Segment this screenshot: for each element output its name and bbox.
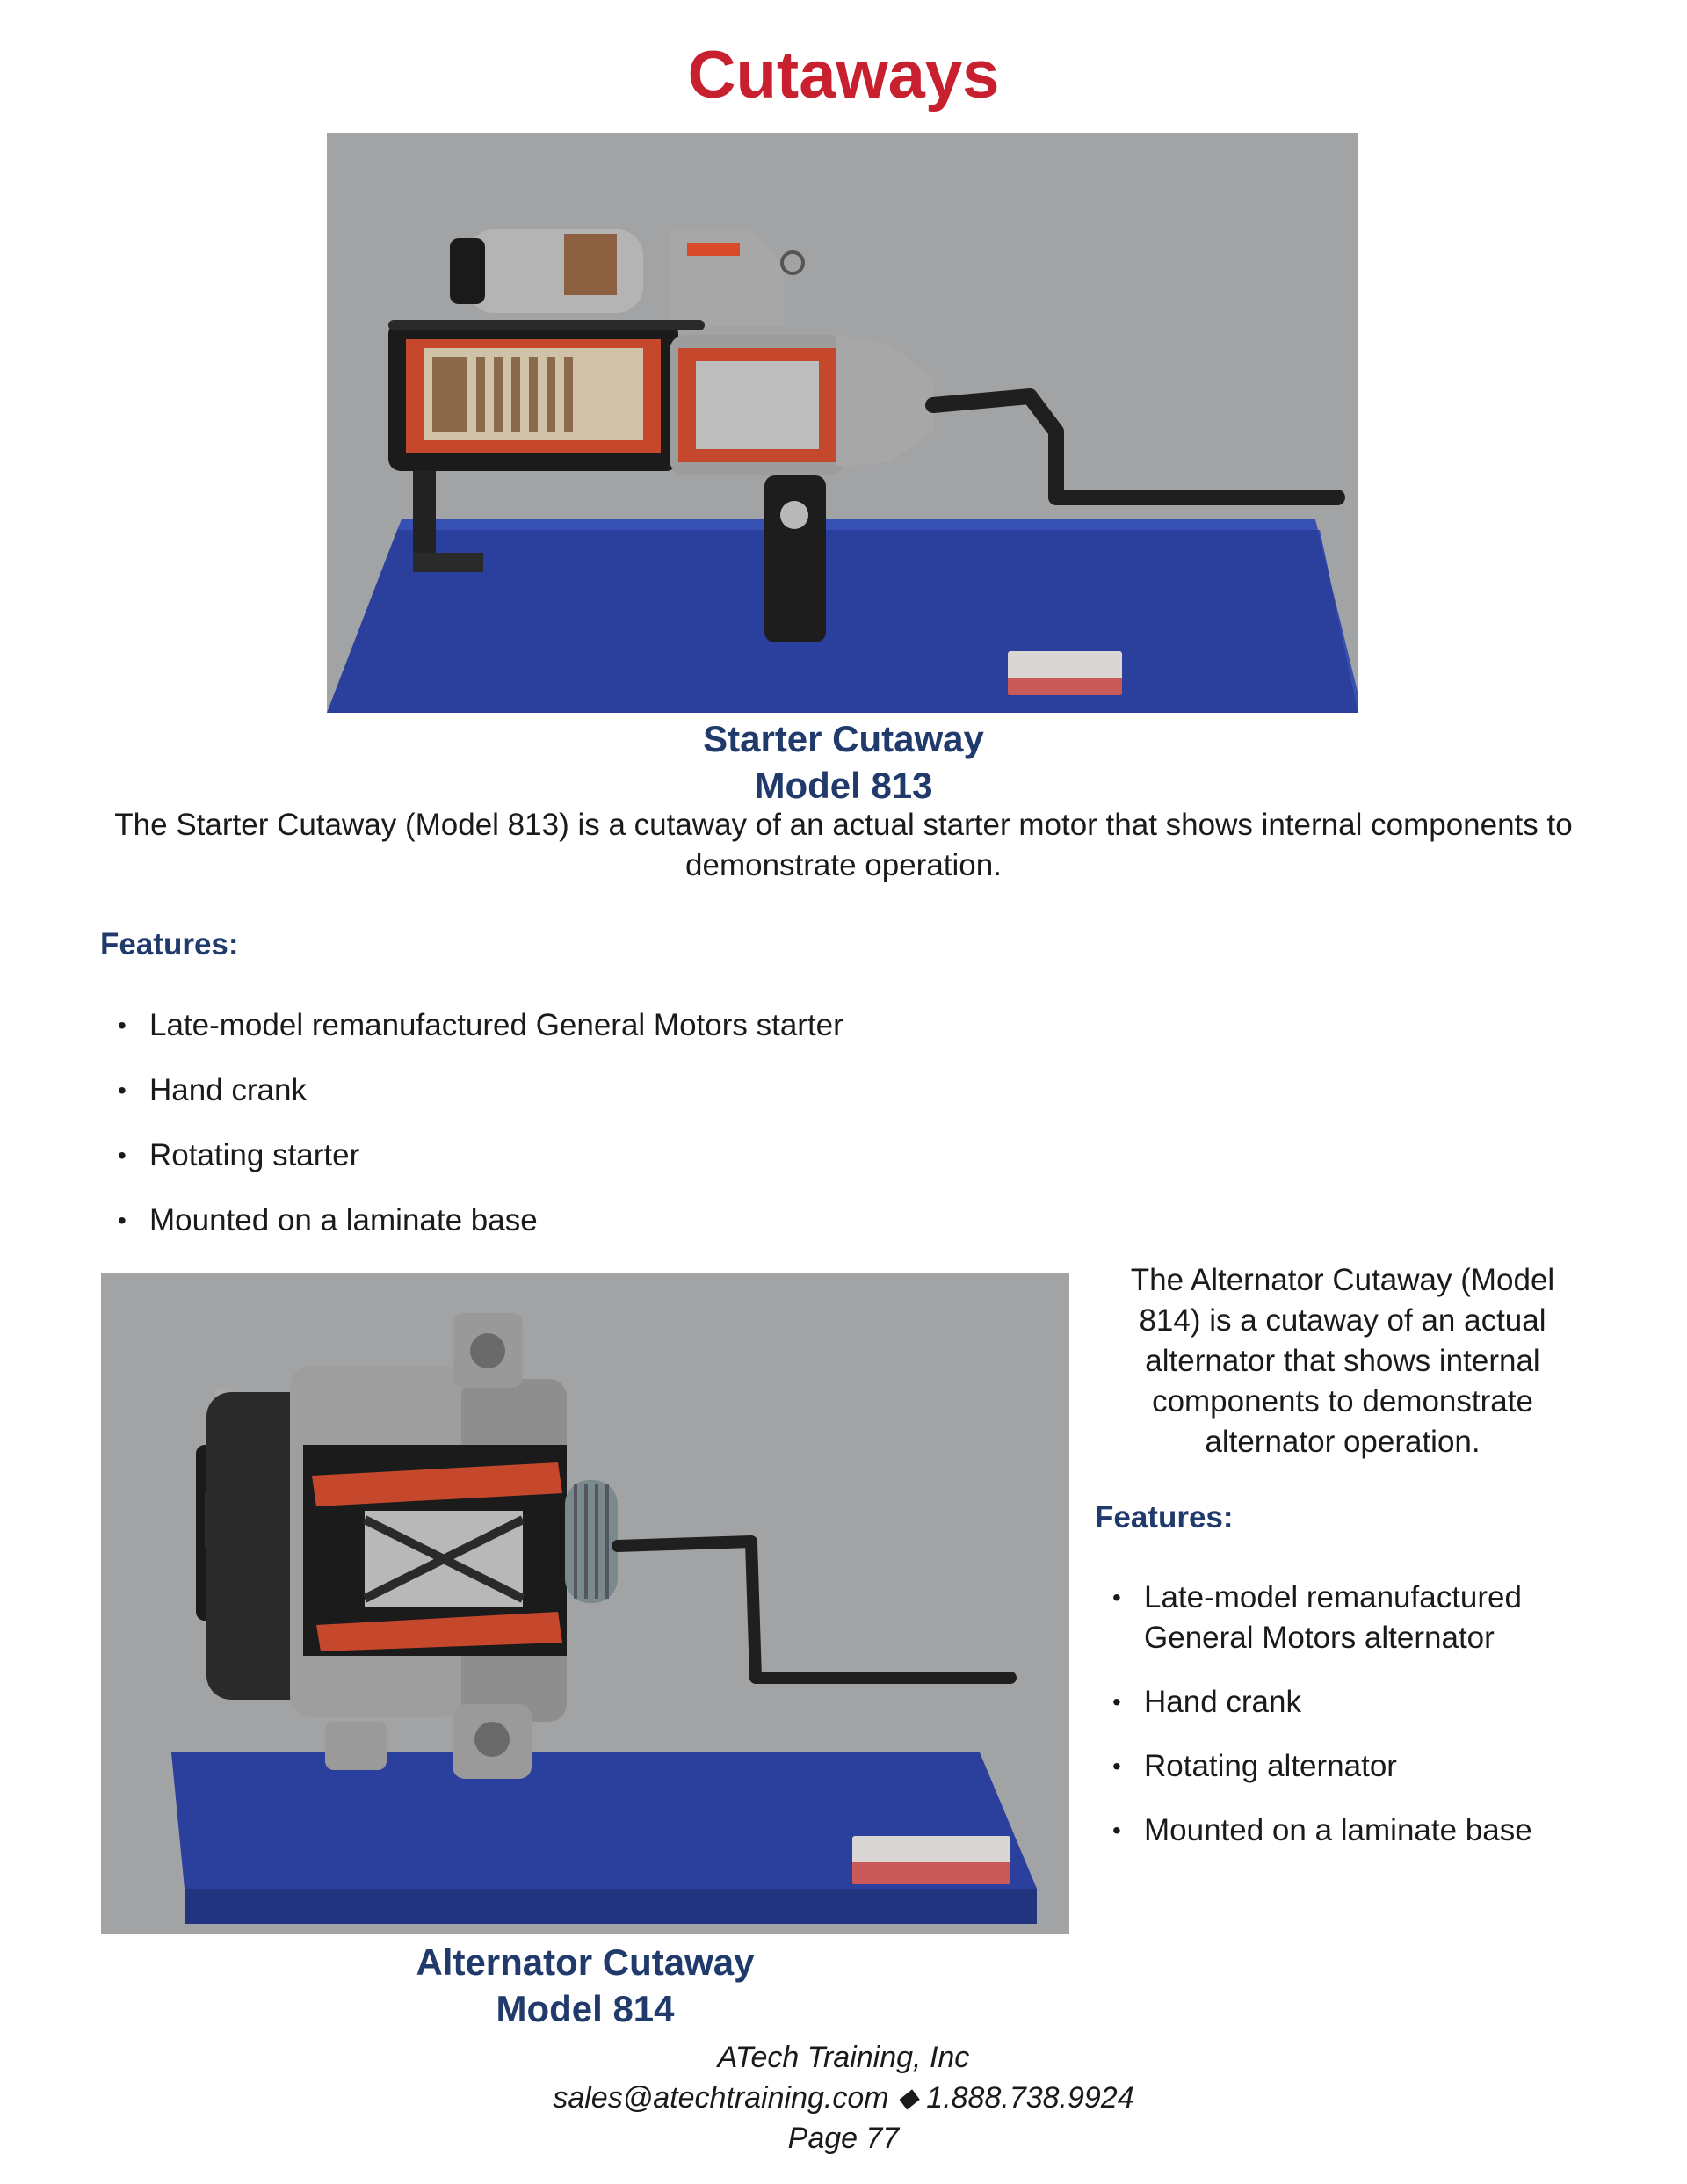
- list-item: • Rotating starter: [100, 1136, 844, 1176]
- footer-contact: sales@atechtraining.com ⬥ 1.888.738.9924: [553, 2081, 1134, 2115]
- list-item: • Hand crank: [1095, 1682, 1587, 1723]
- starter-caption-model: Model 813: [754, 765, 933, 806]
- footer-company: ATech Training, Inc: [717, 2041, 970, 2074]
- list-item: • Late-model remanufactured General Motors starter: [100, 1005, 844, 1046]
- footer-page-number: Page 77: [787, 2122, 900, 2155]
- starter-features-list: [100, 1005, 844, 1241]
- starter-caption-title: Starter Cutaway: [703, 718, 984, 759]
- alternator-features-list: [1095, 1578, 1587, 1851]
- alternator-caption-model: Model 814: [496, 1988, 675, 2029]
- alternator-description: The Alternator Cutaway (Model 814) is a cutaway of an actual alternator that shows internal components to demonstrate alternator operation.: [1130, 1263, 1555, 1459]
- list-item: • Mounted on a laminate base: [1095, 1810, 1587, 1851]
- list-item: • Late-model remanufactured General Motors alternator: [1095, 1578, 1587, 1658]
- list-item: • Rotating alternator: [1095, 1746, 1587, 1787]
- alternator-cutaway-photo: [101, 1273, 1069, 1934]
- starter-features-title: Features:: [100, 927, 239, 961]
- list-item: • Mounted on a laminate base: [100, 1201, 844, 1241]
- list-item: • Hand crank: [100, 1070, 844, 1111]
- page-title: Cutaways: [687, 38, 1000, 112]
- starter-description: The Starter Cutaway (Model 813) is a cutaway of an actual starter motor that shows internal components to demonstrate operation.: [114, 808, 1573, 882]
- alternator-caption-title: Alternator Cutaway: [416, 1941, 755, 1983]
- alternator-features-title: Features:: [1095, 1500, 1234, 1535]
- starter-cutaway-photo: [327, 133, 1358, 713]
